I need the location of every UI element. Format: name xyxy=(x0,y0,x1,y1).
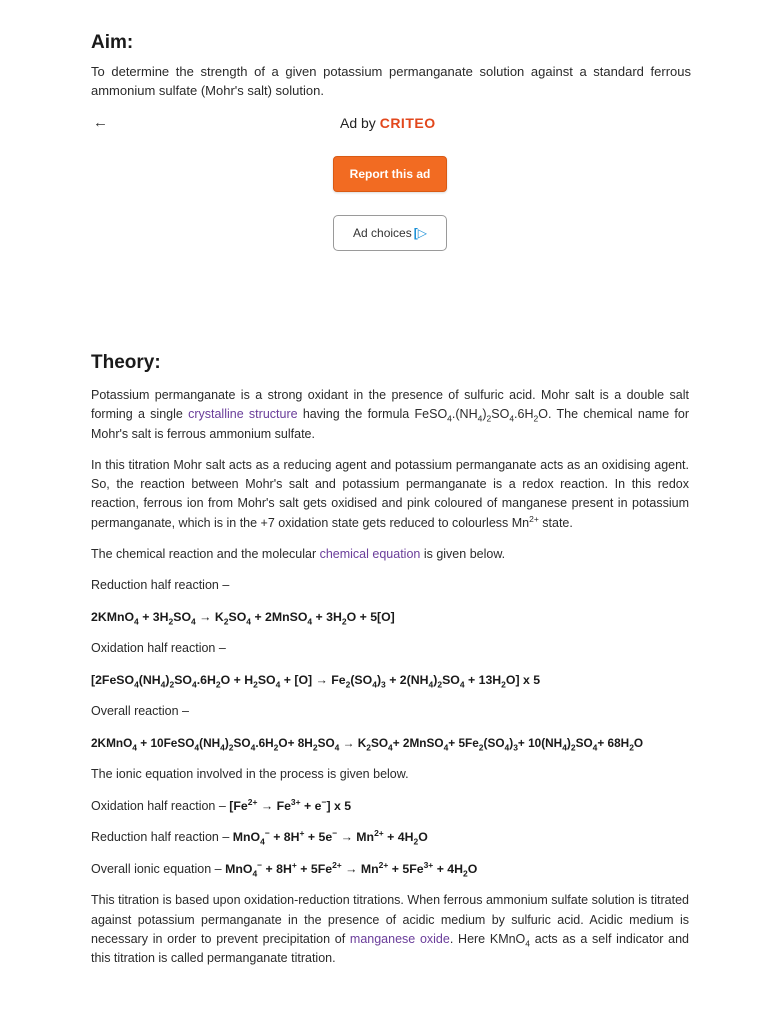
oxidation-half-label: Oxidation half reaction – xyxy=(91,641,226,656)
overall-reaction-label: Overall reaction – xyxy=(91,704,189,719)
reduction-half-equation: 2KMnO$_4$ + $3H_2SO_4 \to K_2SO_4$ + 2MnSO$_4$ + $3H_2O + 5[O]$ xyxy=(91,609,395,627)
p1-text-b: having the formula FeSO xyxy=(297,407,448,422)
theory-paragraph-final: This titration is based upon oxidation-reduction titrations. When ferrous ammonium sulfate solution is titrated against potassium permanganate in the presence of acidic medium by sulfuric acid. Acidic medium is necessary in order to prevent precipitation of manganese oxide. Here KMnO$_4$ acts as a self indicator and this titration is called permanganate titration. xyxy=(91,893,690,966)
p2-text-end: state. xyxy=(538,515,573,530)
final-text-b: . Here KMnO xyxy=(449,931,526,946)
chemical-equation-link[interactable]: chemical equation xyxy=(319,547,421,562)
theory-paragraph-3 xyxy=(91,545,689,564)
ad-label-prefix: Ad by xyxy=(340,115,376,131)
crystalline-structure-link[interactable]: crystalline structure xyxy=(188,407,298,422)
p1-text-c: . The chemical name for Mohr's salt is ferrous ammonium sulfate. xyxy=(91,407,689,441)
ionic-reduction-label: Reduction half reaction – xyxy=(91,830,233,845)
p1-text-a: Potassium permanganate is a strong oxidant in the presence of sulfuric acid. Mohr salt is a double salt forming a single xyxy=(91,388,689,422)
ad-choices-label: Ad choices xyxy=(353,226,412,240)
p3-text-b: is given below. xyxy=(420,547,506,562)
ionic-overall-label: Overall ionic equation – xyxy=(91,861,226,876)
theory-heading: Theory: xyxy=(91,352,161,373)
oxidation-half-equation: $[2FeSO_4(NH_4)_2SO_4.6H_2O + H_2SO_4 + [O] \to Fe_2(SO_4)_3 + 2(NH_4)_2SO_4 + 13H_2O]$ x 5 xyxy=(91,672,541,690)
aim-text: To determine the strength of a given potassium permanganate solution against a standard ferrous ammonium sulfate (Mohr's salt) solution. xyxy=(91,64,691,98)
p2-text: In this titration Mohr salt acts as a reducing agent and potassium permanganate acts as an oxidising agent. So, the reaction between Mohr's salt and potassium permanganate is a redox reaction. In this redox reaction, ferrous ion from Mohr's salt gets oxidised and pink coloured of manganese present in potassium permanganate, which is in the +7 oxidation state gets reduced to colourless Mn xyxy=(91,457,689,530)
ad-attribution xyxy=(340,115,436,131)
reduction-half-label: Reduction half reaction – xyxy=(91,578,230,593)
final-text-c: acts as a self indicator and this titration is called permanganate titration. xyxy=(91,931,690,966)
ionic-oxidation-line: Oxidation half reaction – $[Fe^{2+} \to Fe^{3+} + e^-]$ x 5 xyxy=(91,796,352,813)
theory-section xyxy=(91,352,689,981)
theory-paragraph-2: In this titration Mohr salt acts as a reducing agent and potassium permanganate acts as an oxidising agent. So, the reaction between Mohr's salt and potassium permanganate is a redox reaction. In this redox reaction, ferrous ion from Mohr's salt gets oxidised and pink coloured of manganese present in potassium permanganate, which is in the +7 oxidation state gets reduced to colourless $Mn^{2+}$ state. xyxy=(91,457,689,530)
adchoices-icon: [▷ xyxy=(413,226,427,240)
ionic-oxidation-label: Oxidation half reaction – xyxy=(91,798,230,813)
p3-text-a: The chemical reaction and the molecular xyxy=(91,547,320,562)
arrow-left-icon[interactable]: ← xyxy=(93,114,108,131)
ionic-reduction-line: Reduction half reaction – $MnO_4^- + 8H^+ + 5e^- \to Mn^{2+} + 4H_2O$ xyxy=(91,828,428,847)
theory-paragraph-1: Potassium permanganate is a strong oxidant in the presence of sulfuric acid. Mohr salt is a double salt forming a single crystalline structure having the formula $FeSO_4.(NH_4)_2SO_4.6H_2O$. The chemical name for Mohr's salt is ferrous ammonium sulfate. xyxy=(91,388,689,441)
aim-heading: Aim: xyxy=(91,32,134,53)
final-text-a: This titration is based upon oxidation-reduction titrations. When ferrous ammonium sulfate solution is titrated against potassium permanganate in the presence of acidic medium by sulfuric acid. Acidic medium is necessary in order to prevent precipitation of xyxy=(91,893,689,946)
overall-reaction-equation: 2KMnO$_4$ + $10FeSO_4(NH_4)_2SO_4.6H_2O+ 8H_2SO_4 \to K_2SO_4+$ 2MnSO$_4$+ $5Fe_2(SO_4)_3+ 10(NH_4)_2SO_4+ 68H_2O$ xyxy=(91,735,644,753)
ionic-intro: The ionic equation involved in the process is given below. xyxy=(91,767,409,782)
report-ad-button[interactable]: Report this ad xyxy=(333,156,447,192)
criteo-logo[interactable]: CRITEO xyxy=(379,115,436,131)
ionic-overall-line: Overall ionic equation – $MnO_4^- + 8H^+ + 5Fe^{2+} \to Mn^{2+} + 5Fe^{3+} + 4H_2O$ xyxy=(91,859,478,879)
ad-choices-button[interactable] xyxy=(333,215,447,251)
ad-block xyxy=(0,110,768,270)
manganese-oxide-link[interactable]: manganese oxide xyxy=(349,931,450,946)
